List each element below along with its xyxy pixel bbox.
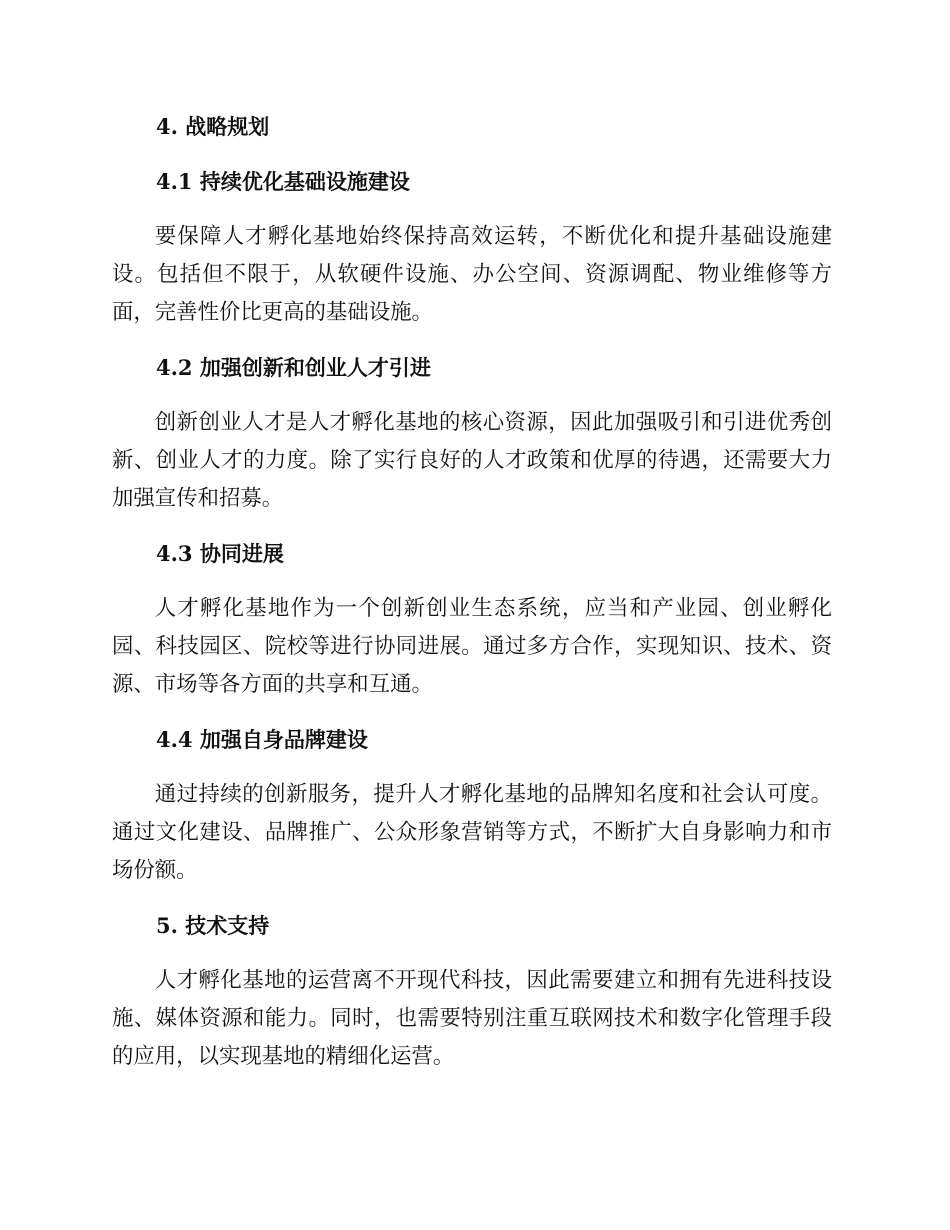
section-heading-talent: 4.2 加强创新和创业人才引进	[156, 355, 431, 380]
document-page	[112, 108, 832, 1076]
section-heading-strategy: 4. 战略规划	[156, 114, 270, 139]
paragraph-collaboration: 人才孵化基地作为一个创新创业生态系统，应当和产业园、创业孵化园、科技园区、院校等进行协同进展。通过多方合作，实现知识、技术、资源、市场等各方面的共享和互通。	[112, 596, 832, 697]
paragraph-tech-support: 人才孵化基地的运营离不开现代科技，因此需要建立和拥有先进科技设施、媒体资源和能力。同时，也需要特别注重互联网技术和数字化管理手段的应用，以实现基地的精细化运营。	[112, 968, 832, 1069]
section-heading-collaboration: 4.3 协同进展	[156, 541, 284, 566]
paragraph-brand: 通过持续的创新服务，提升人才孵化基地的品牌知名度和社会认可度。通过文化建设、品牌推广、公众形象营销等方式，不断扩大自身影响力和市场份额。	[112, 782, 832, 883]
paragraph-talent: 创新创业人才是人才孵化基地的核心资源，因此加强吸引和引进优秀创新、创业人才的力度。除了实行良好的人才政策和优厚的待遇，还需要大力加强宣传和招募。	[112, 410, 832, 511]
section-heading-infrastructure: 4.1 持续优化基础设施建设	[156, 169, 410, 194]
section-heading-brand: 4.4 加强自身品牌建设	[156, 727, 368, 752]
paragraph-infrastructure: 要保障人才孵化基地始终保持高效运转，不断优化和提升基础设施建设。包括但不限于，从软硬件设施、办公空间、资源调配、物业维修等方面，完善性价比更高的基础设施。	[112, 224, 832, 325]
section-heading-tech-support: 5. 技术支持	[156, 913, 270, 938]
